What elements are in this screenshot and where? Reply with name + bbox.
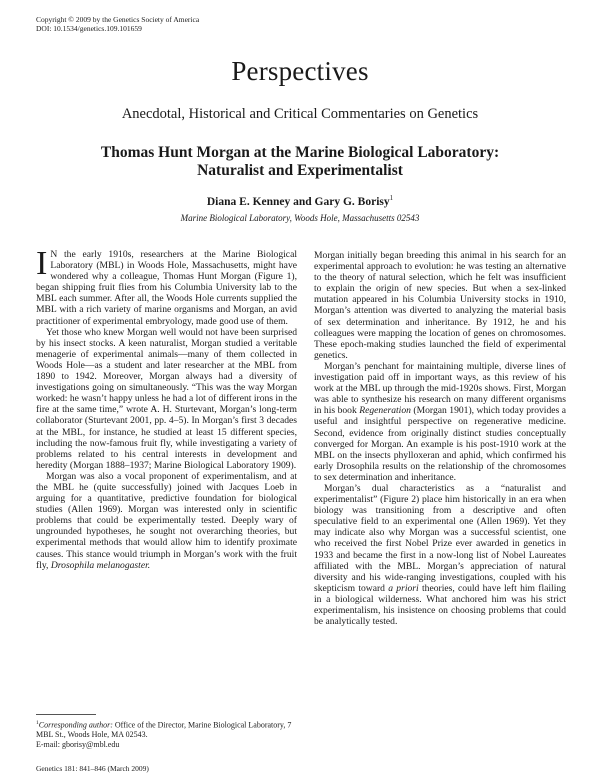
paragraph-5: [314, 483, 566, 627]
paragraph-4-text-a: Morgan’s penchant for maintaining multiple, diverse lines of investigation paid off in important ways, as this review of his work at the MBL up through the mid-1920s shows. First, Morgan was able to synthesize his research on many different organisms in his book: [314, 360, 566, 417]
article-title-line-1: Thomas Hunt Morgan at the Marine Biological Laboratory:: [100, 144, 500, 161]
paragraph-4: [314, 361, 566, 483]
drop-cap: I: [36, 245, 48, 282]
paragraph-3-continued: Morgan initially began breeding this animal in his search for an experimental approach to evolution: he was testing an alternative to the theory of natural selection, which he felt was insufficient to explain the origin of new species. But when a sex-linked mutation appeared in his Columbia University stocks in 1910, Morgan’s attention was diverted to analyzing the material basis of sex determination and inheritance. By 1912, he and his colleagues were mapping the location of genes on chromosomes. These epoch-making studies launched the field of experimental genetics.: [314, 250, 566, 361]
journal-citation: Genetics 181: 841–846 (March 2009): [36, 764, 149, 773]
footnote-body: [36, 719, 297, 740]
section-title: Perspectives: [231, 56, 369, 86]
paragraph-3-text: Morgan was also a vocal proponent of experimentalism, and at the MBL he (quite successfully) joined with Jacques Loeb in arguing for a quantitative, predictive foundation for biological studies (Allen 1969). Morgan was interested only in scientific problems that could be experimentally tested. Deeply wary of ungrounded hypotheses, he sought not overarching theories, but experimental methods that would allow him to identify proximate causes. This stance would triumph in Morgan’s work with the fruit fly,: [36, 470, 297, 571]
affiliation: Marine Biological Laboratory, Woods Hole, Massachusetts 02543: [180, 213, 420, 223]
left-column: [36, 245, 298, 571]
author-names: Diana E. Kenney and Gary G. Borisy: [206, 195, 390, 208]
footnote-text: Office of the Director, Marine Biological Laboratory, 7 MBL St., Woods Hole, MA 02543.: [36, 720, 292, 740]
authors: [0, 194, 600, 208]
paragraph-5-text-b: theories, could have left him flailing in a biological wilderness. What anchored him was his strict experimentalism, his insistence on choosing problems that could be analytically tested.: [314, 582, 566, 628]
section-subtitle: Anecdotal, Historical and Critical Commentaries on Genetics: [121, 106, 479, 122]
paragraph-5-text-a: Morgan’s dual characteristics as a “naturalist and experimentalist” (Figure 2) place him historically in an era when biology was transitioning from a descriptive and often speculative field to an experimental one (Allen 1969). Yet they may indicate also why Morgan was a successful scientist, one who received the first Nobel Prize ever awarded in genetics in 1933 and became the first in a now-long list of Nobel Laureates affiliated with the MBL. Morgan’s appreciation of natural diversity and his wide-ranging investigations, coupled with his skepticism toward: [314, 482, 566, 594]
copyright-block: [36, 15, 199, 33]
a-priori-term: a priori: [388, 582, 419, 594]
article-title-line-2: Naturalist and Experimentalist: [197, 162, 403, 179]
footnote-rule: [36, 714, 96, 715]
copyright-line: Copyright © 2009 by the Genetics Society of America: [36, 15, 200, 24]
paragraph-2: Yet those who knew Morgan well would not have been surprised by his insect stocks. A keen naturalist, Morgan studied a veritable menagerie of experimental animals—many of them collected in Woods Hole—as a student and later researcher at the MBL from 1890 to 1942. Moreover, Morgan always had a diversity of investigations going on simultaneously. “This was the way Morgan worked: he wasn’t happy unless he had a lot of different irons in the fire at the same time,” wrote A. H. Sturtevant, Morgan’s long-term collaborator (Sturtevant 2001, pp. 4–5). In Morgan’s first 3 decades at the MBL, for instance, he studied at least 15 different species, including the now-famous fruit fly, while investigating a variety of problems related to his central interests in development and heredity (Morgan 1888–1937; Marine Biological Laboratory 1909).: [36, 326, 298, 471]
footnote-mark: 1: [36, 720, 39, 726]
paragraph-1-text: N the early 1910s, researchers at the Marine Biological Laboratory (MBL) in Woods Hole, Massachusetts, might have wondered why a colleague, Thomas Hunt Morgan (Figure 1), began shipping fruit flies from his Columbia University lab to the MBL each summer. After all, the Woods Hole currents supplied the MBL with a rich variety of marine organisms and Morgan, an avid practitioner of experimental embryology, made good use of them.: [36, 249, 297, 327]
right-column: [314, 250, 566, 627]
paragraph-1: [36, 245, 297, 327]
footnote-label: Corresponding author:: [38, 720, 113, 730]
book-title: Regeneration: [359, 405, 411, 417]
paragraph-3: [36, 471, 297, 571]
doi-line: DOI: 10.1534/genetics.109.101659: [36, 24, 142, 33]
footnote: [36, 719, 297, 749]
paragraph-4-text-b: (Morgan 1901), which today provides a useful and insightful perspective on regenerative medicine. Second, evidence from originally distinct studies conceptually converged for Morgan. An example is his post-1910 work at the MBL on the insects phylloxeran and aphid, which confirmed his early Drosophila results on the relationship of the chromosomes to sex determination and inheritance.: [314, 405, 566, 483]
footnote-email: E-mail: gborisy@mbl.edu: [36, 739, 120, 749]
author-footnote-mark: 1: [389, 194, 394, 202]
species-name: Drosophila melanogaster.: [50, 559, 151, 571]
article-title: [0, 144, 600, 180]
